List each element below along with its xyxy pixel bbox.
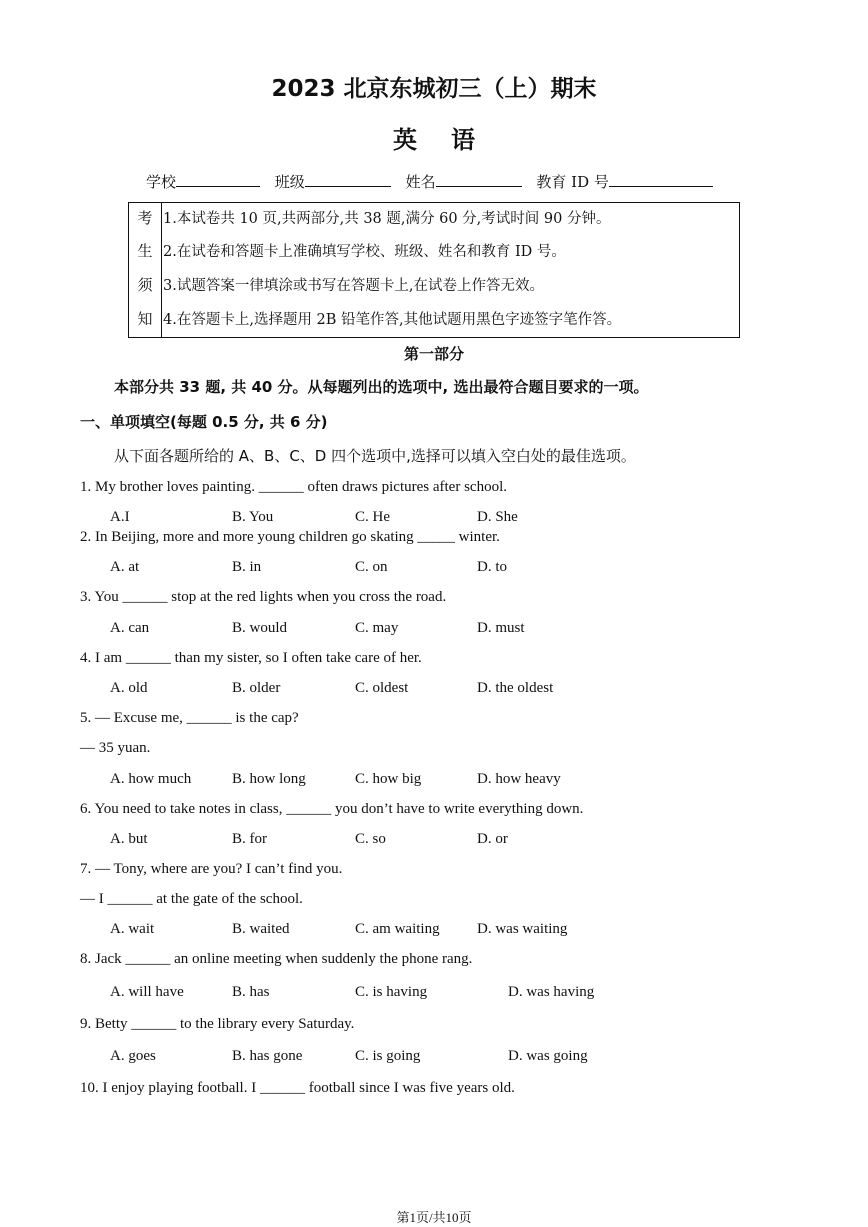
class-label: 班级 — [274, 173, 305, 191]
option-b[interactable]: B. has gone — [232, 1048, 303, 1064]
option-b[interactable]: B. in — [232, 559, 262, 575]
question-stem: 4. I am ______ than my sister, so I often take care of her. — [80, 650, 422, 666]
option-c[interactable]: C. on — [355, 559, 388, 575]
option-c[interactable]: C. is going — [355, 1048, 421, 1064]
question-stem: 3. You ______ stop at the red lights when you cross the road. — [80, 589, 447, 605]
option-a[interactable]: A. at — [110, 559, 140, 575]
option-a[interactable]: A. goes — [110, 1048, 156, 1064]
option-b[interactable]: B. has — [232, 984, 270, 1000]
notice-rule: 3.试题答案一律填涂或书写在答题卡上,在试卷上作答无效。 — [163, 278, 544, 294]
option-c[interactable]: C. is having — [355, 984, 428, 1000]
section-title: 一、单项填空(每题 0.5 分, 共 6 分) — [80, 413, 328, 431]
school-blank[interactable] — [176, 170, 260, 187]
option-d[interactable]: D. was going — [508, 1048, 588, 1064]
option-c[interactable]: C. oldest — [355, 680, 409, 696]
question-stem: 8. Jack ______ an online meeting when suddenly the phone rang. — [80, 951, 473, 967]
option-d[interactable]: D. She — [477, 509, 518, 525]
question-reply: — 35 yuan. — [80, 740, 151, 756]
option-c[interactable]: C. may — [355, 620, 399, 636]
school-label: 学校 — [146, 173, 177, 191]
question-stem: 9. Betty ______ to the library every Saturday. — [80, 1016, 355, 1032]
notice-side-label — [129, 203, 162, 337]
notice-side-char: 考 — [137, 209, 153, 227]
option-d[interactable]: D. to — [477, 559, 507, 575]
option-b[interactable]: B. older — [232, 680, 281, 696]
id-blank[interactable] — [609, 170, 713, 187]
notice-rule: 4.在答题卡上,选择题用 2B 铅笔作答,其他试题用黑色字迹签字笔作答。 — [163, 312, 622, 328]
exam-notice-box — [128, 202, 740, 338]
question-stem: 6. You need to take notes in class, ______ you don’t have to write everything down. — [80, 801, 584, 817]
option-a[interactable]: A. how much — [110, 771, 192, 787]
option-b[interactable]: B. waited — [232, 921, 290, 937]
notice-side-char: 生 — [137, 242, 153, 260]
page-title: 2023 北京东城初三（上）期末 — [271, 76, 597, 102]
option-c[interactable]: C. so — [355, 831, 386, 847]
option-b[interactable]: B. for — [232, 831, 267, 847]
question-stem: 7. — Tony, where are you? I can’t find you. — [80, 861, 343, 877]
notice-rule: 1.本试卷共 10 页,共两部分,共 38 题,满分 60 分,考试时间 90 分钟。 — [163, 211, 611, 227]
question-stem: 5. — Excuse me, ______ is the cap? — [80, 710, 299, 726]
option-d[interactable]: D. or — [477, 831, 508, 847]
option-a[interactable]: A. can — [110, 620, 150, 636]
option-a[interactable]: A. will have — [110, 984, 184, 1000]
student-info-line — [146, 170, 723, 192]
option-c[interactable]: C. how big — [355, 771, 422, 787]
class-blank[interactable] — [305, 170, 391, 187]
option-d[interactable]: D. was having — [508, 984, 595, 1000]
option-c[interactable]: C. He — [355, 509, 390, 525]
option-a[interactable]: A. old — [110, 680, 148, 696]
section-instruction: 从下面各题所给的 A、B、C、D 四个选项中,选择可以填入空白处的最佳选项。 — [114, 447, 636, 465]
notice-rule: 2.在试卷和答题卡上准确填写学校、班级、姓名和教育 ID 号。 — [163, 244, 566, 260]
option-a[interactable]: A. but — [110, 831, 148, 847]
option-b[interactable]: B. would — [232, 620, 288, 636]
notice-side-char: 须 — [137, 276, 153, 294]
option-d[interactable]: D. was waiting — [477, 921, 568, 937]
id-label: 教育 ID 号 — [536, 173, 609, 191]
name-blank[interactable] — [436, 170, 522, 187]
option-d[interactable]: D. the oldest — [477, 680, 554, 696]
part-heading: 第一部分 — [403, 345, 464, 363]
option-c[interactable]: C. am waiting — [355, 921, 440, 937]
option-d[interactable]: D. must — [477, 620, 525, 636]
question-reply: — I ______ at the gate of the school. — [80, 891, 303, 907]
option-a[interactable]: A. wait — [110, 921, 155, 937]
option-b[interactable]: B. how long — [232, 771, 306, 787]
notice-side-char: 知 — [137, 310, 153, 328]
subject-title: 英语 — [393, 126, 509, 154]
option-b[interactable]: B. You — [232, 509, 274, 525]
part-intro: 本部分共 33 题, 共 40 分。从每题列出的选项中, 选出最符合题目要求的一项。 — [114, 378, 649, 396]
question-stem: 2. In Beijing, more and more young children go skating _____ winter. — [80, 529, 500, 545]
question-stem: 10. I enjoy playing football. I ______ football since I was five years old. — [80, 1080, 515, 1096]
option-d[interactable]: D. how heavy — [477, 771, 561, 787]
name-label: 姓名 — [405, 173, 436, 191]
page-number: 第1页/共10页 — [396, 1210, 472, 1225]
option-a[interactable]: A.I — [110, 509, 130, 525]
question-stem: 1. My brother loves painting. ______ often draws pictures after school. — [80, 479, 507, 495]
